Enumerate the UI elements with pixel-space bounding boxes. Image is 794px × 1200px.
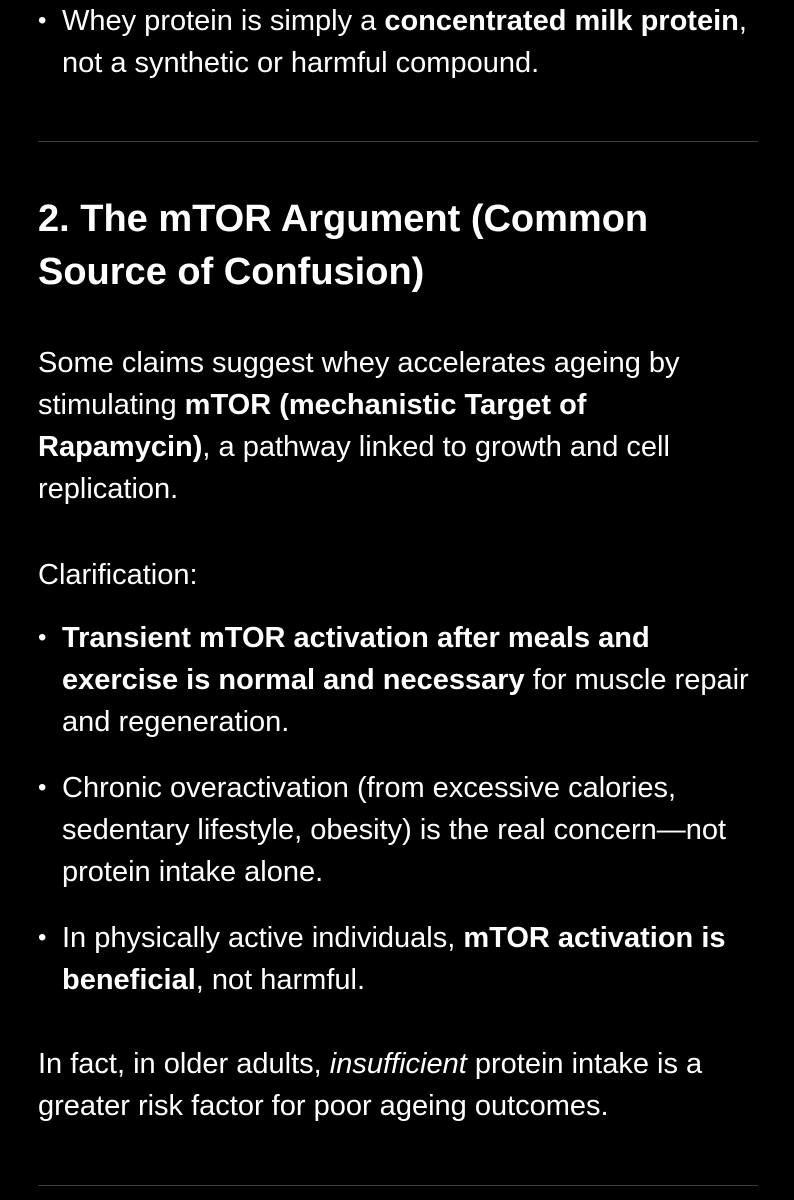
bullet-text-post: , not harmful.: [195, 964, 366, 996]
list-item: [38, 917, 758, 1001]
bullet-text-pre: Chronic overactivation (from excessive calories, sedentary lifestyle, obesity) is the real concern—not protein intake alone.: [62, 772, 727, 888]
list-item: [38, 0, 758, 84]
section-divider-bottom: [38, 1185, 758, 1186]
list-item: [38, 767, 758, 893]
conclusion-text-pre: In fact, in older adults,: [38, 1048, 330, 1080]
bullet-dot: •: [38, 774, 47, 801]
bullet-text-pre: Whey protein is simply a: [62, 5, 385, 37]
list-item: [38, 617, 758, 743]
clarification-label: Clarification:: [38, 559, 198, 591]
bullet-dot: •: [38, 7, 47, 34]
bullet-text-bold: mTOR activation is beneficial: [62, 922, 726, 996]
clarification-bullet-list: [38, 617, 758, 1001]
intro-text-post: , a pathway linked to growth and cell replication.: [38, 431, 670, 505]
conclusion-text-post: protein intake is a greater risk factor for poor ageing outcomes.: [38, 1048, 703, 1122]
bullet-text-bold: concentrated milk protein: [384, 5, 739, 37]
bullet-dot: •: [38, 624, 47, 651]
top-bullet-list: [38, 0, 758, 84]
intro-text-bold: mTOR (mechanistic Target of Rapamycin): [38, 389, 587, 463]
bullet-text-bold: Transient mTOR activation after meals and exercise is normal and necessary: [62, 622, 650, 696]
bullet-text-pre: In physically active individuals,: [62, 922, 464, 954]
section-heading: 2. The mTOR Argument (Common Source of Confusion): [38, 198, 649, 293]
section-divider-top: [38, 141, 758, 142]
conclusion-paragraph: [38, 1043, 753, 1127]
bullet-text-post: for muscle repair and regeneration.: [62, 664, 749, 738]
bullet-dot: •: [38, 924, 47, 951]
bullet-text-post: , not a synthetic or harmful compound.: [62, 5, 747, 79]
intro-text-pre: Some claims suggest whey accelerates ageing by stimulating: [38, 347, 680, 421]
conclusion-text-italic: insufficient: [329, 1048, 467, 1080]
intro-paragraph: [38, 342, 753, 510]
